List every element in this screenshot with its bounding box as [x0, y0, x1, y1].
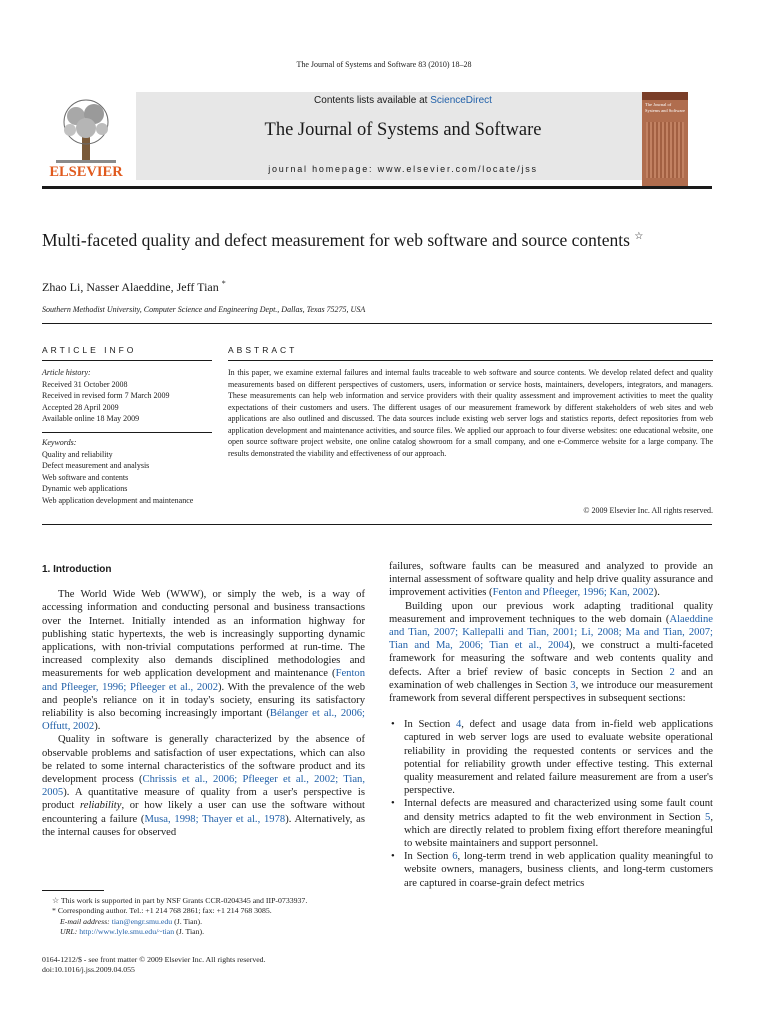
citation-link[interactable]: Chrissis et al., 2006; Pfleeger et al., 2002; Tian, 2005: [42, 774, 365, 799]
elsevier-logo: [42, 92, 130, 180]
abstract-bottom-rule: [42, 524, 712, 525]
title-footnote-mark[interactable]: ☆: [634, 231, 644, 242]
footnote: ☆ This work is supported in part by NSF Grants CCR-0204345 and IIP-0733937.: [52, 896, 308, 905]
history-item: Accepted 28 April 2009: [42, 402, 119, 412]
citation-link[interactable]: Alaeddine and Tian, 2007; Kallepalli and Tian, 2001; Li, 2008; Ma and Tian, 2007; Tian and Ma, 2006; Tian et al., 2004: [389, 613, 713, 652]
history-label: Article history:: [42, 368, 91, 377]
citation-link[interactable]: Musa, 1998; Thayer et al., 1978: [144, 813, 286, 825]
publisher-name: ELSEVIER: [49, 164, 123, 180]
keywords-rule: [42, 432, 212, 433]
cover-title: The Journal of Systems and Software: [645, 102, 685, 113]
footnote-email: E-mail address: tian@engr.smu.edu (J. Tian).: [60, 916, 203, 926]
keywords-label: Keywords:: [42, 438, 77, 447]
paragraph: failures, software faults can be measured and analyzed to provide an internal assessment of software quality and help drive quality assurance and improvement activities (Fenton and Pfleeger, 1996; Kan, 2002).: [389, 561, 713, 599]
abstract-rule: [228, 360, 713, 361]
left-column: [42, 563, 365, 839]
bullet-list: [389, 718, 713, 890]
contents-prefix: Contents lists available at: [314, 95, 428, 106]
keyword-item: Quality and reliability: [42, 449, 113, 459]
journal-title: The Journal of Systems and Software: [264, 120, 542, 140]
abstract-copyright: © 2009 Elsevier Inc. All rights reserved.: [583, 506, 713, 515]
email-link[interactable]: tian@engr.smu.edu: [111, 916, 173, 926]
keyword-item: Web application development and maintenance: [42, 495, 194, 505]
journal-cover-thumbnail: [642, 92, 688, 186]
footnote-url: URL: http://www.lyle.smu.edu/~tian (J. Tian).: [60, 927, 205, 937]
issn-line: 0164-1212/$ - see front matter © 2009 Elsevier Inc. All rights reserved.: [42, 955, 266, 964]
header-rule: [42, 186, 712, 189]
keywords: [42, 437, 217, 506]
history-item: Received in revised form 7 March 2009: [42, 391, 170, 400]
history-item: Available online 18 May 2009: [42, 414, 140, 423]
citation-link[interactable]: Fenton and Pfleeger, 1996; Pfleeger et al., 2002: [42, 668, 365, 693]
footnote: * Corresponding author. Tel.: +1 214 768 2861; fax: +1 214 768 3085.: [52, 906, 272, 916]
running-head: The Journal of Systems and Software 83 (2010) 18–28: [296, 60, 472, 69]
footnote-rule: [42, 890, 104, 891]
list-item: • Internal defects are measured and characterized using some fault count and density metrics adapted to fit the web environment in Section 5, which are directly related to problem fixing effort therefore meaningful to website maintainers and support personnel.: [389, 797, 713, 850]
journal-header: [42, 92, 712, 180]
history-item: Received 31 October 2008: [42, 379, 128, 389]
paragraph: Building upon our previous work adapting traditional quality measurement and improvement techniques to the web domain (Alaeddine and Tian, 2007; Kallepalli and Tian, 2001; Li, 2008; Ma and Tian, 2007; Tian and Ma, 2006; Tian et al., 2004), we construct a multi-faceted framework for measuring the software and web contents quality and defects. After a brief review of basic concepts in Section 2 and an examination of web challenges in Section 3, we introduce our measurement framework from several different perspectives in subsequent sections:: [389, 600, 713, 705]
abstract-text: In this paper, we examine external failures and internal faults traceable to web software and source contents. We develop related defect and quality measurements based on different perspectives of customers, users, information or service hosts, maintainers, developers, integrators, and managers. These measurements can help web information and service providers with their quality assessment and improvement activities to meet the quality expectations of their customers and users. The different usages of our measurement framework by different stakeholders of web sites and web applications are also outlined and discussed. The data sources include existing web server logs and statistics reports, defect repositories from web application development and maintenance activities, and source files. We applied our approach to four diverse websites: one educational website, one open source software project website, one online catalog showroom for a small company, and one e-Commerce website for a large company. The results demonstrated the viability and effectiveness of our approach.: [228, 368, 713, 458]
contents-band: [136, 92, 670, 180]
right-column: [389, 560, 713, 890]
citation-link[interactable]: Bélanger et al., 2006; Offutt, 2002: [42, 708, 365, 733]
paragraph: The World Wide Web (WWW), or simply the web, is a way of accessing information and conducting personal and business transactions over the Internet. Initially intended as an information highway for publishing static hypertexts, the web is increasingly supporting dynamic applications, with non-trivial computations performed at run-time. The increased complexity also demands disciplined methodologies and measurements for web application development and maintenance (Fenton and Pfleeger, 1996; Pfleeger et al., 2002). With the prevalence of the web and people's reliance on it in today's society, ensuring its satisfactory reliability is also becoming increasingly important (Bélanger et al., 2006; Offutt, 2002).: [42, 589, 365, 733]
footnotes: [42, 896, 365, 938]
list-item: • In Section 4, defect and usage data from in-field web applications captured in web server logs are used to evaluate website operational reliability in providing the requested contents or services and the potential for reliability growth under effective testing. This external quality measurement and related failure measurement are from a user's perspective.: [389, 718, 713, 797]
section-heading: 1. Introduction: [42, 564, 112, 575]
section-link[interactable]: 2: [669, 666, 675, 678]
title-rule: [42, 323, 712, 324]
article-title-text: Multi-faceted quality and defect measurement for web software and source contents: [42, 229, 630, 250]
affiliation: Southern Methodist University, Computer Science and Engineering Dept., Dallas, Texas 75275, USA: [42, 305, 366, 314]
article-info-rule: [42, 360, 212, 361]
section-link[interactable]: 4: [455, 719, 462, 731]
paragraph: Quality in software is generally characterized by the absence of observable problems and satisfaction of user expectations, which can also be related to some internal characteristics of the software product and its development process (Chrissis et al., 2006; Pfleeger et al., 2002; Tian, 2005). A quantitative measure of quality from a user's perspective is product reliability, or how likely a user can use the software without encountering a failure (Musa, 1998; Thayer et al., 1978). Alternatively, as the internal causes for observed: [42, 734, 365, 838]
homepage-link[interactable]: http://www.lyle.smu.edu/~tian: [79, 927, 175, 937]
front-matter: [42, 955, 372, 976]
doi-line[interactable]: doi:10.1016/j.jss.2009.04.055: [42, 965, 135, 975]
section-link[interactable]: 6: [452, 851, 458, 863]
sciencedirect-link[interactable]: ScienceDirect: [430, 95, 492, 106]
keyword-item: Dynamic web applications: [42, 484, 128, 493]
article-history: [42, 367, 217, 425]
article-info-heading: ARTICLE INFO: [42, 345, 137, 355]
list-item: • In Section 6, long-term trend in web application quality meaningful to website owners, managers, business clients, and long-term customers are captured in coarse-grain defect metrics: [389, 850, 713, 890]
keyword-item: Defect measurement and analysis: [42, 461, 150, 470]
article-title: [42, 226, 682, 251]
author-names: Zhao Li, Nasser Alaeddine, Jeff Tian: [42, 280, 219, 294]
citation-link[interactable]: Fenton and Pfleeger, 1996; Kan, 2002: [492, 587, 654, 599]
contents-line: [136, 95, 670, 106]
journal-homepage[interactable]: journal homepage: www.elsevier.com/locate/jss: [268, 164, 538, 174]
corresponding-author-mark[interactable]: *: [221, 279, 226, 288]
section-link[interactable]: 3: [570, 679, 576, 691]
authors: [42, 279, 226, 295]
keyword-item: Web software and contents: [42, 472, 129, 482]
abstract-heading: ABSTRACT: [228, 345, 298, 355]
section-link[interactable]: 5: [705, 811, 711, 823]
